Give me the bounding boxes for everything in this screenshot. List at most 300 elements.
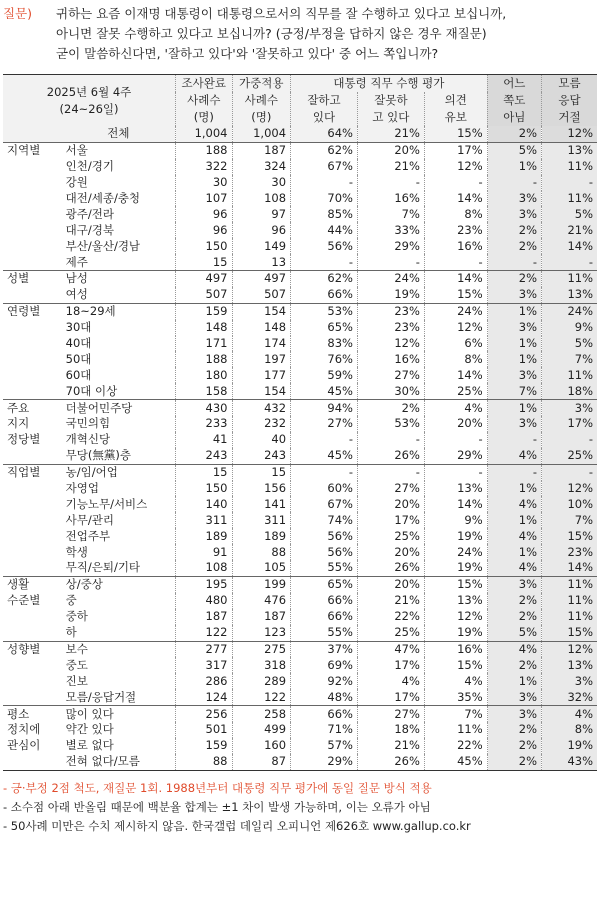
cell-s: 농/임/어업 [64,464,176,480]
cell-good: 83% [291,336,358,352]
cell-s: 대구/경북 [65,222,114,237]
cell-n2: 174 [232,336,291,352]
cell-nei: 1% [487,481,541,497]
cell-dk: 15% [542,625,597,641]
cell-good: 56% [291,528,358,544]
cell-dk: 3% [542,673,597,689]
question-block [0,0,600,74]
cell-n2: 187 [232,609,291,625]
cell-g [3,367,64,383]
cell-bad: 33% [357,222,424,238]
cell-good: 71% [291,722,358,738]
cell-dk: 5% [542,206,597,222]
cell-s: 강원 [65,175,88,190]
cell-dk: 25% [542,448,597,464]
cell-nei: 4% [487,496,541,512]
evaluation-header: 대통령 직무 수행 평가 [291,75,488,93]
cell-good: 92% [291,673,358,689]
cell-nei: 4% [487,528,541,544]
cell-good: 66% [291,593,358,609]
cell-g [3,175,64,191]
cell-nei: - [487,175,541,191]
cell-n1: 150 [176,238,232,254]
cell-n1: 140 [176,496,232,512]
cell-good: 94% [291,400,358,416]
cell-res: - [424,464,487,480]
cell-bad: 21% [357,126,424,142]
cell-n2: 88 [232,544,291,560]
cell-n1: 180 [176,367,232,383]
cell-dk: 15% [542,528,597,544]
table-row [3,496,597,512]
table-row [3,191,597,207]
table-row [3,416,597,432]
table-row [3,126,597,142]
cell-res: 6% [424,336,487,352]
cell-g [3,351,64,367]
cell-res: 8% [424,206,487,222]
cell-res: 23% [424,222,487,238]
cell-dk: 11% [542,609,597,625]
cell-good: 62% [291,142,358,158]
cell-n2: 105 [232,560,291,576]
table-row [3,400,597,416]
cell-dk: 7% [542,351,597,367]
cell-g [3,238,64,254]
cell-nei: 4% [487,448,541,464]
cell-n1: 122 [176,625,232,641]
cell-g [3,496,64,512]
cell-good: 56% [291,238,358,254]
cell-res: 15% [424,657,487,673]
cell-dk: 4% [542,706,597,722]
cell-dk: 24% [542,303,597,319]
cell-nei: 3% [487,191,541,207]
cell-dk: - [542,254,597,270]
cell-g: 주요 [3,400,64,416]
cell-nei: 4% [487,560,541,576]
cell-s: 부산/울산/경남 [65,238,141,253]
cell-g: 수준별 [7,593,41,608]
cell-good: 67% [291,496,358,512]
cell-g [3,689,64,705]
question-label: 질문) [3,6,33,21]
cell-s: 상/중상 [64,576,176,592]
cell-n2: 149 [232,238,291,254]
completed-header: 조사완료 [176,75,232,93]
cell-res: 7% [424,706,487,722]
cell-dk: 10% [542,496,597,512]
cell-good: 37% [291,641,358,657]
cell-nei: 2% [487,754,541,770]
table-row [3,673,597,689]
cell-s: 서울 [64,142,176,158]
table-row [3,336,597,352]
cell-nei: 4% [487,641,541,657]
cell-good: 66% [291,706,358,722]
table-row [3,159,597,175]
cell-n1: 317 [176,657,232,673]
cell-res: 14% [424,271,487,287]
cell-nei: 3% [487,287,541,303]
table-row [3,593,597,609]
table-row [3,320,597,336]
cell-s: 중하 [65,609,88,624]
table-row [3,175,597,191]
cell-res: 22% [424,738,487,754]
cell-bad: 7% [357,206,424,222]
sample-header-1: 사례수 (명) [176,92,232,126]
cell-g [3,191,64,207]
cell-n2: 13 [232,254,291,270]
cell-g [3,320,64,336]
cell-n1: 15 [176,254,232,270]
good-header: 잘하고 있다 [291,92,358,126]
cell-s: 70대 이상 [65,383,118,398]
cell-n1: 188 [176,142,232,158]
cell-n1: 430 [176,400,232,416]
cell-dk: 11% [542,191,597,207]
cell-nei: 2% [487,238,541,254]
cell-bad: 17% [357,512,424,528]
cell-dk: - [542,432,597,448]
cell-good: 55% [291,560,358,576]
cell-s: 보수 [64,641,176,657]
cell-n2: 275 [232,641,291,657]
cell-dk: 3% [542,400,597,416]
cell-res: - [424,175,487,191]
cell-s: 50대 [65,351,92,366]
cell-g: 직업별 [3,464,64,480]
cell-s: 진보 [65,673,88,688]
cell-s: 제주 [65,254,88,269]
table-row [3,576,597,592]
cell-n1: 15 [176,464,232,480]
table-row [3,609,597,625]
table-row [3,383,597,399]
cell-n2: 96 [232,222,291,238]
cell-res: 16% [424,641,487,657]
table-row [3,641,597,657]
cell-n2: 87 [232,754,291,770]
cell-good: 70% [291,191,358,207]
cell-n2: 15 [232,464,291,480]
cell-bad: 22% [357,609,424,625]
cell-g [3,287,64,303]
table-row [3,367,597,383]
cell-nei: - [487,464,541,480]
cell-n1: 159 [176,303,232,319]
cell-dk: 12% [542,126,597,142]
cell-bad: 17% [357,689,424,705]
cell-g [3,159,64,175]
cell-nei: 2% [487,222,541,238]
cell-s: 인천/경기 [65,159,114,174]
cell-res: 4% [424,673,487,689]
cell-nei: 5% [487,625,541,641]
cell-dk: 14% [542,560,597,576]
cell-n2: 476 [232,593,291,609]
cell-n2: 197 [232,351,291,367]
cell-g: 연령별 [3,303,64,319]
cell-n1: 277 [176,641,232,657]
cell-res: 14% [424,496,487,512]
cell-bad: 21% [357,159,424,175]
cell-n2: 148 [232,320,291,336]
cell-good: 66% [291,287,358,303]
cell-s: 하 [65,625,77,640]
cell-n2: 156 [232,481,291,497]
cell-g [3,448,64,464]
cell-res: - [424,432,487,448]
table-row [3,448,597,464]
cell-s: 더불어민주당 [64,400,176,416]
cell-good: 76% [291,351,358,367]
cell-n1: 148 [176,320,232,336]
cell-bad: - [357,464,424,480]
cell-res: 13% [424,481,487,497]
table-row [3,738,597,754]
cell-bad: 4% [357,673,424,689]
table-row [3,481,597,497]
cell-res: 19% [424,625,487,641]
cell-n1: 256 [176,706,232,722]
cell-s: 40대 [65,336,92,351]
cell-n2: 499 [232,722,291,738]
table-row [3,528,597,544]
cell-res: 19% [424,528,487,544]
footnote-1: - 긍·부정 2점 척도, 재질문 1회. 1988년부터 대통령 직무 평가에 동일 질문 방식 적용 [3,780,432,795]
cell-dk: 9% [542,320,597,336]
cell-s: 학생 [65,544,88,559]
cell-n2: 324 [232,159,291,175]
cell-n1: 107 [176,191,232,207]
cell-good: 59% [291,367,358,383]
cell-n1: 501 [176,722,232,738]
table-row [3,544,597,560]
cell-good: 45% [291,448,358,464]
cell-bad: - [357,175,424,191]
cell-nei: 2% [487,609,541,625]
footnote-3: - 50사례 미만은 수치 제시하지 않음. 한국갤럽 데일리 오피니언 제626호 www.gallup.co.kr [3,818,471,833]
cell-g [3,657,64,673]
footnotes [3,779,600,836]
poll-table [3,74,597,771]
cell-n1: 497 [176,271,232,287]
cell-dk: 11% [542,367,597,383]
cell-s: 광주/전라 [65,206,114,221]
cell-g: 정치에 [7,722,41,737]
cell-n2: 311 [232,512,291,528]
cell-n1: 311 [176,512,232,528]
cell-res: 16% [424,238,487,254]
cell-nei: 1% [487,544,541,560]
cell-bad: 18% [357,722,424,738]
cell-n1: 124 [176,689,232,705]
cell-res: 45% [424,754,487,770]
cell-nei: 2% [487,593,541,609]
cell-s: 18~29세 [64,303,176,319]
cell-bad: 27% [357,367,424,383]
cell-bad: 20% [357,544,424,560]
cell-n2: 497 [232,271,291,287]
table-row [3,351,597,367]
cell-n1: 91 [176,544,232,560]
cell-n2: 189 [232,528,291,544]
cell-n1: 159 [176,738,232,754]
cell-g [3,609,64,625]
cell-s: 별로 없다 [65,738,114,753]
cell-g [3,673,64,689]
table-row [3,254,597,270]
cell-n1: 187 [176,609,232,625]
cell-good: 65% [291,320,358,336]
cell-nei: 3% [487,206,541,222]
footnote-2: - 소수점 아래 반올림 때문에 백분율 합계는 ±1 차이 발생 가능하며, 이는 오류가 아님 [3,799,431,814]
cell-dk: 17% [542,416,597,432]
cell-res: 12% [424,320,487,336]
cell-g [3,512,64,528]
cell-res: 14% [424,367,487,383]
cell-bad: 24% [357,271,424,287]
cell-n2: 154 [232,383,291,399]
table-row [3,625,597,641]
cell-res: 12% [424,159,487,175]
cell-res: 15% [424,287,487,303]
table-row [3,464,597,480]
cell-good: 67% [291,159,358,175]
cell-n2: 122 [232,689,291,705]
cell-g [3,206,64,222]
cell-bad: 16% [357,351,424,367]
cell-dk: 13% [542,142,597,158]
cell-bad: - [357,432,424,448]
cell-nei: 1% [487,512,541,528]
cell-good: 64% [291,126,358,142]
cell-n2: 1,004 [232,126,291,142]
cell-n2: 97 [232,206,291,222]
cell-dk: 11% [542,271,597,287]
cell-n1: 507 [176,287,232,303]
cell-good: - [291,432,358,448]
cell-bad: 21% [357,593,424,609]
cell-g [3,222,64,238]
cell-s: 전체 [64,126,176,142]
cell-s: 약간 있다 [65,722,114,737]
cell-nei: 7% [487,383,541,399]
cell-n2: 258 [232,706,291,722]
cell-g: 생활 [3,576,64,592]
cell-bad: 16% [357,191,424,207]
cell-s: 개혁신당 [65,432,111,447]
cell-dk: 12% [542,641,597,657]
cell-n1: 286 [176,673,232,689]
cell-good: - [291,175,358,191]
cell-s: 국민의힘 [65,416,111,431]
cell-n1: 108 [176,560,232,576]
cell-dk: 13% [542,287,597,303]
cell-nei: 2% [487,271,541,287]
cell-g: 관심이 [7,738,41,753]
cell-g [3,528,64,544]
cell-good: 55% [291,625,358,641]
cell-s: 60대 [65,367,92,382]
neither-header: 어느 쪽도 아님 [487,75,541,127]
cell-res: 15% [424,126,487,142]
table-row [3,689,597,705]
cell-s: 전혀 없다/모름 [64,754,176,770]
cell-n2: 507 [232,287,291,303]
table-row [3,206,597,222]
cell-res: 29% [424,448,487,464]
cell-bad: 21% [357,738,424,754]
cell-n1: 96 [176,222,232,238]
cell-n1: 189 [176,528,232,544]
reserve-header: 의견 유보 [424,92,487,126]
cell-nei: 3% [487,320,541,336]
cell-n2: 154 [232,303,291,319]
cell-n2: 108 [232,191,291,207]
dontknow-header: 모름 응답거절 [542,75,597,127]
cell-nei: 3% [487,706,541,722]
cell-n2: 243 [232,448,291,464]
cell-res: 4% [424,400,487,416]
cell-nei: 2% [487,722,541,738]
cell-g [3,126,64,142]
cell-bad: 20% [357,142,424,158]
bad-header: 잘못하고 있다 [357,92,424,126]
cell-dk: 13% [542,657,597,673]
table-row [3,287,597,303]
cell-g: 성향별 [3,641,64,657]
cell-n2: 160 [232,738,291,754]
cell-bad: 23% [357,320,424,336]
question-text: 귀하는 요즘 이재명 대통령이 대통령으로서의 직무를 잘 수행하고 있다고 보십니까, 아니면 잘못 수행하고 있다고 보십니까? (긍정/부정을 답하지 않은 경우 재질문) 굳이 말씀하신다면, '잘하고 있다'와 '잘못하고 있다' 중 어느 쪽입니까? [56,6,507,61]
cell-res: 20% [424,416,487,432]
cell-dk: 43% [542,754,597,770]
table-row [3,238,597,254]
cell-nei: 1% [487,303,541,319]
cell-g [3,625,64,641]
cell-n1: 171 [176,336,232,352]
cell-good: 74% [291,512,358,528]
cell-res: 12% [424,609,487,625]
cell-good: 48% [291,689,358,705]
cell-bad: 30% [357,383,424,399]
cell-res: 25% [424,383,487,399]
cell-dk: 5% [542,336,597,352]
cell-nei: 2% [487,126,541,142]
table-row [3,754,597,770]
cell-dk: 8% [542,722,597,738]
cell-n1: 233 [176,416,232,432]
cell-dk: 12% [542,481,597,497]
cell-s: 많이 있다 [64,706,176,722]
cell-g [3,481,64,497]
cell-g: 평소 [3,706,64,722]
table-body [3,126,597,770]
cell-res: 35% [424,689,487,705]
cell-n2: 187 [232,142,291,158]
cell-res: 24% [424,544,487,560]
cell-res: - [424,254,487,270]
cell-good: 45% [291,383,358,399]
cell-res: 8% [424,351,487,367]
table-row [3,706,597,722]
table-row [3,657,597,673]
cell-nei: 3% [487,416,541,432]
cell-bad: 17% [357,657,424,673]
